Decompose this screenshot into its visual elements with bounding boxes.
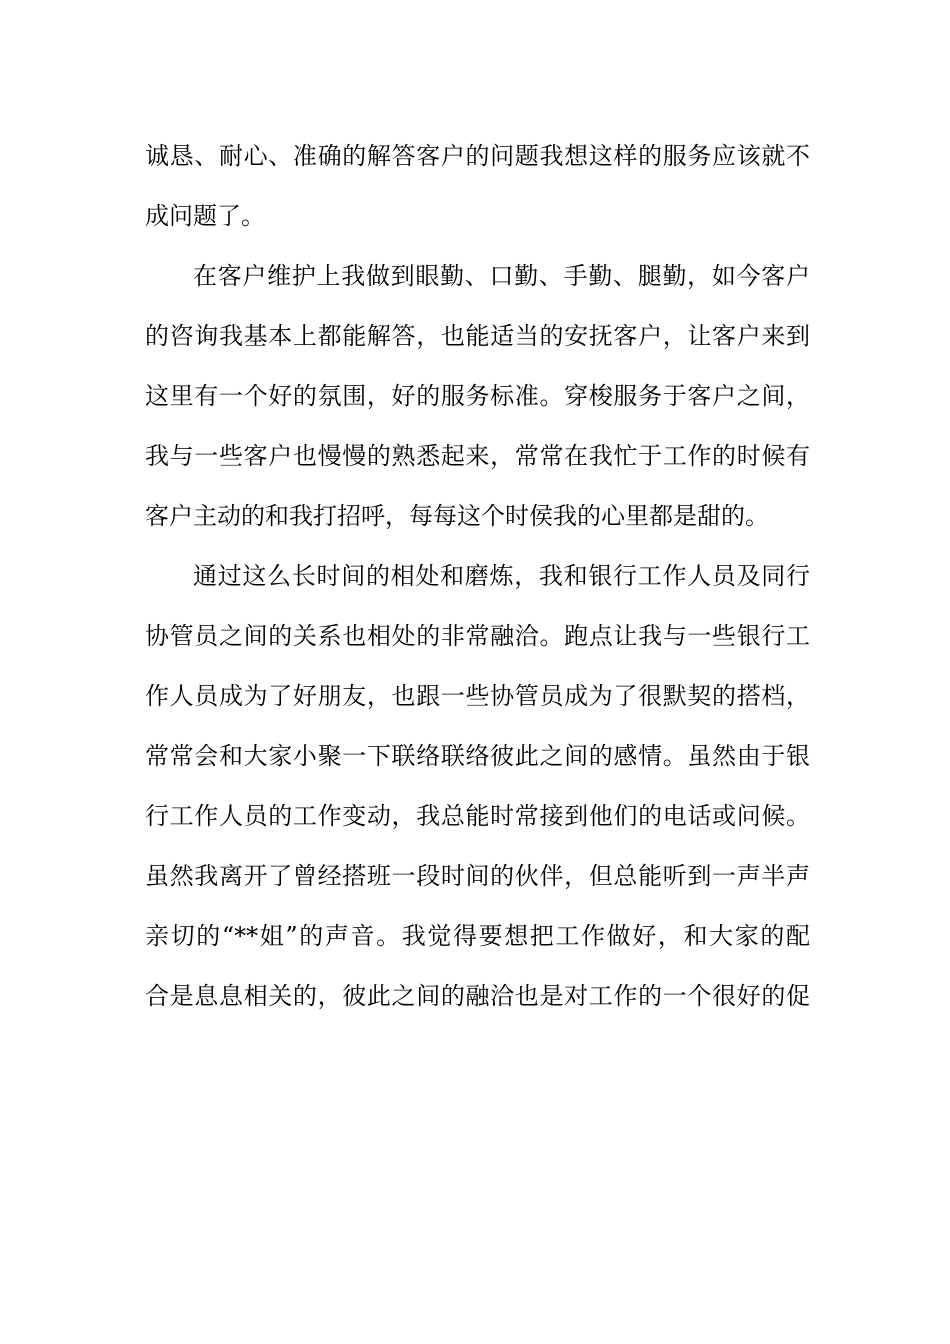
body-text xyxy=(145,126,810,1026)
text-line: 我与一些客户也慢慢的熟悉起来，常常在我忙于工作的时候有 xyxy=(145,442,810,470)
text-line: 客户主动的和我打招呼，每每这个时侯我的心里都是甜的。 xyxy=(145,502,769,530)
text-line: 亲切的“**姐”的声音。我觉得要想把工作做好，和大家的配 xyxy=(145,922,810,950)
text-line: 这里有一个好的氛围，好的服务标准。穿梭服务于客户之间， xyxy=(145,382,810,410)
text-line: 作人员成为了好朋友，也跟一些协管员成为了很默契的搭档， xyxy=(145,682,810,710)
text-line: 协管员之间的关系也相处的非常融洽。跑点让我与一些银行工 xyxy=(145,622,810,650)
text-line: 虽然我离开了曾经搭班一段时间的伙伴，但总能听到一声半声 xyxy=(145,862,810,890)
text-line: 在客户维护上我做到眼勤、口勤、手勤、腿勤，如今客户 xyxy=(193,262,810,290)
text-line: 合是息息相关的，彼此之间的融洽也是对工作的一个很好的促 xyxy=(145,982,810,1010)
text-line: 诚恳、耐心、准确的解答客户的问题我想这样的服务应该就不 xyxy=(145,142,810,170)
text-line: 成问题了。 xyxy=(145,202,265,230)
text-line: 通过这么长时间的相处和磨炼，我和银行工作人员及同行 xyxy=(193,562,810,590)
text-line: 常常会和大家小聚一下联络联络彼此之间的感情。虽然由于银 xyxy=(145,742,810,770)
text-line: 行工作人员的工作变动，我总能时常接到他们的电话或问候。 xyxy=(145,802,810,830)
text-line: 的咨询我基本上都能解答，也能适当的安抚客户，让客户来到 xyxy=(145,322,810,350)
